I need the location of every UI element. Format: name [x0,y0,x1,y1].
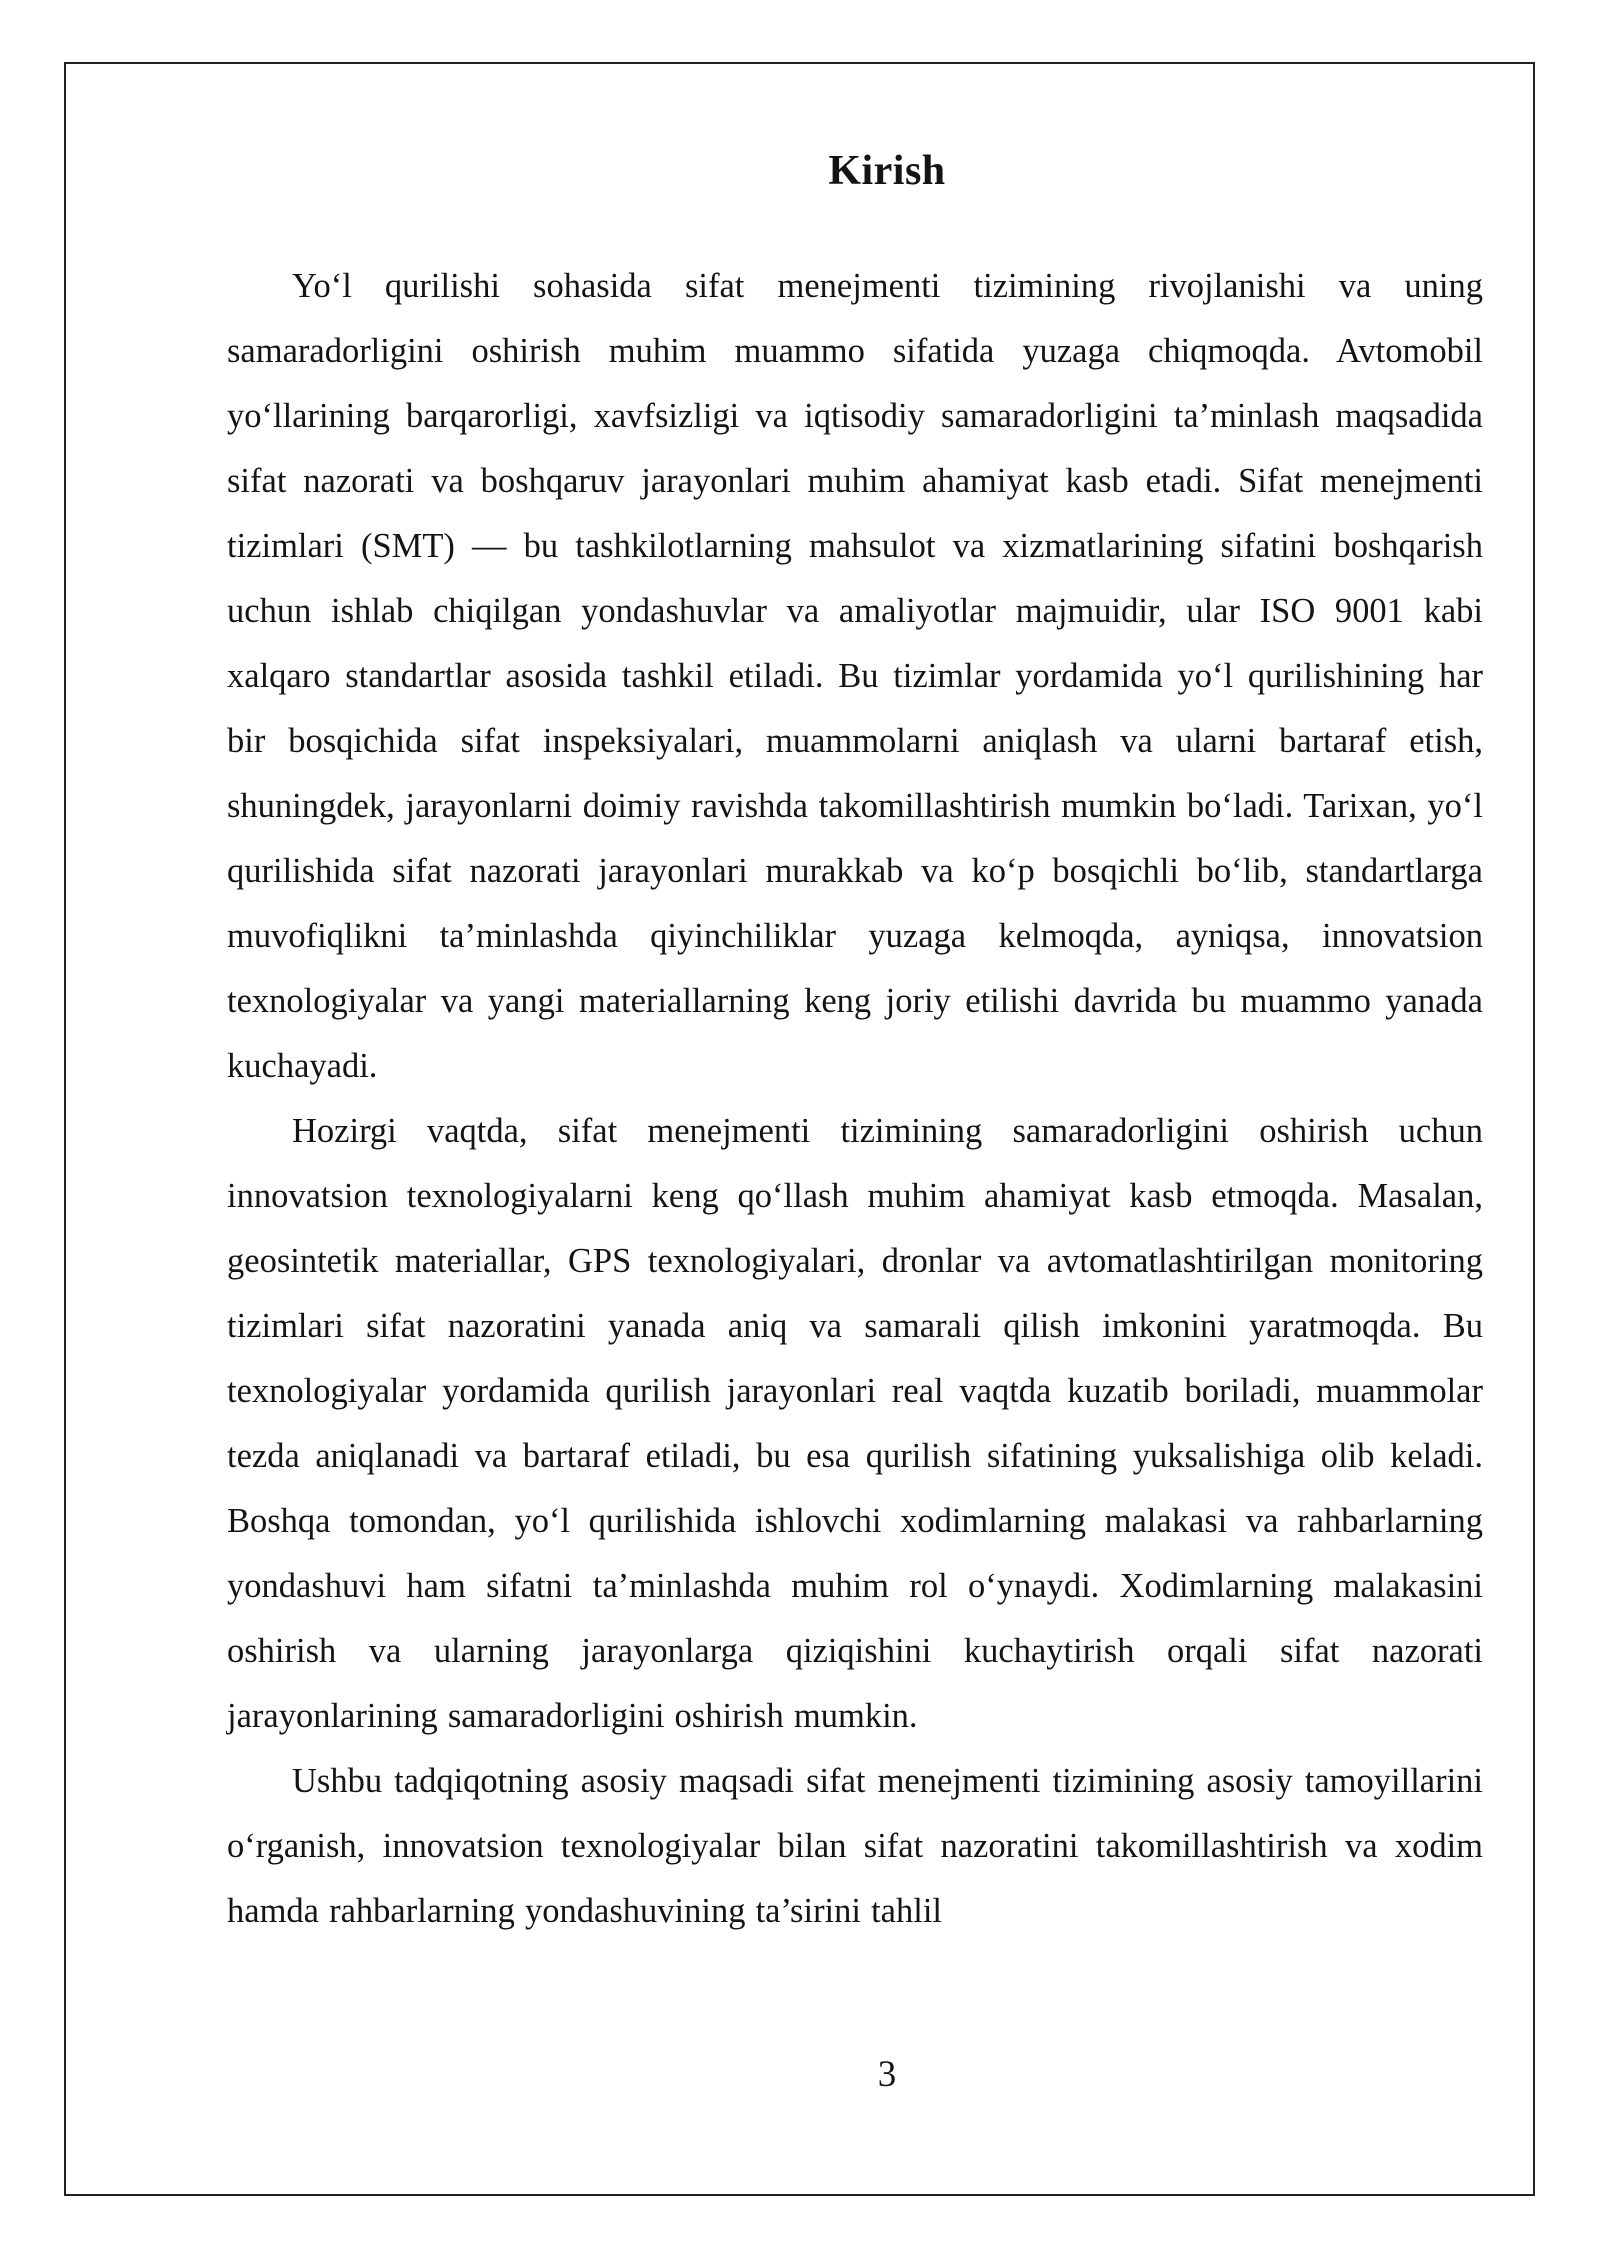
paragraph-1: Yo‘l qurilishi sohasida sifat menejmenti tizimining rivojlanishi va uning samaradorligini oshirish muhim muammo sifatida yuzaga chiqmoqda. Avtomobil yo‘llarining barqarorligi, xavfsizligi va iqtisodiy samaradorligini ta’minlash maqsadida sifat nazorati va boshqaruv jarayonlari muhim ahamiyat kasb etadi. Sifat menejmenti tizimlari (SMT) — bu tashkilotlarning mahsulot va xizmatlarining sifatini boshqarish uchun ishlab chiqilgan yondashuvlar va amaliyotlar majmuidir, ular ISO 9001 kabi xalqaro standartlar asosida tashkil etiladi. Bu tizimlar yordamida yo‘l qurilishining har bir bosqichida sifat inspeksiyalari, muammolarni aniqlash va ularni bartaraf etish, shuningdek, jarayonlarni doimiy ravishda takomillashtirish mumkin bo‘ladi. Tarixan, yo‘l qurilishida sifat nazorati jarayonlari murakkab va ko‘p bosqichli bo‘lib, standartlarga muvofiqlikni ta’minlashda qiyinchiliklar yuzaga kelmoqda, ayniqsa, innovatsion texnologiyalar va yangi materiallarning keng joriy etilishi davrida bu muammo yanada kuchayadi. [227,267,1483,1085]
body-text [227,254,1483,1944]
page-title: Kirish [828,148,946,194]
paragraph-3: Ushbu tadqiqotning asosiy maqsadi sifat menejmenti tizimining asosiy tamoyillarini o‘rganish, innovatsion texnologiyalar bilan sifat nazoratini takomillashtirish va xodim hamda rahbarlarning yondashuvining ta’sirini tahlil [227,1762,1483,1930]
page-number: 3 [877,2054,897,2095]
paragraph-2: Hozirgi vaqtda, sifat menejmenti tizimining samaradorligini oshirish uchun innovatsion texnologiyalarni keng qo‘llash muhim ahamiyat kasb etmoqda. Masalan, geosintetik materiallar, GPS texnologiyalari, dronlar va avtomatlashtirilgan monitoring tizimlari sifat nazoratini yanada aniq va samarali qilish imkonini yaratmoqda. Bu texnologiyalar yordamida qurilish jarayonlari real vaqtda kuzatib boriladi, muammolar tezda aniqlanadi va bartaraf etiladi, bu esa qurilish sifatining yuksalishiga olib keladi. Boshqa tomondan, yo‘l qurilishida ishlovchi xodimlarning malakasi va rahbarlarning yondashuvi ham sifatni ta’minlashda muhim rol o‘ynaydi. Xodimlarning malakasini oshirish va ularning jarayonlarga qiziqishini kuchaytirish orqali sifat nazorati jarayonlarining samaradorligini oshirish mumkin. [227,1112,1483,1735]
